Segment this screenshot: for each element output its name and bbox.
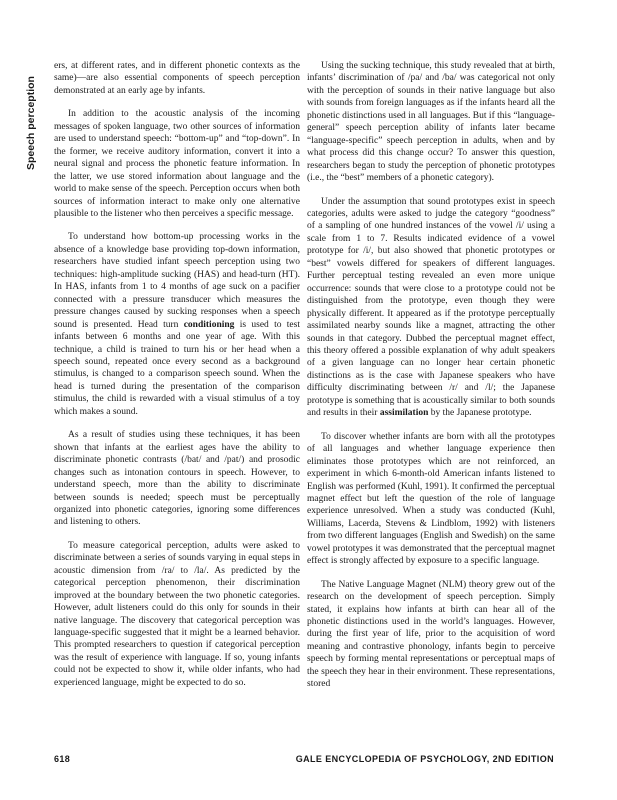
page-number: 618 xyxy=(54,754,71,764)
paragraph: In addition to the acoustic analysis of the incoming messages of spoken language, two other sources of information are used to understand speech: “bottom-up” and “top-down”. In the former, we receive auditory information, convert it into a neural signal and process the phonetic feature information. In the latter, we use stored information about language and the world to make sense of the speech. Perception occurs when both sources of information interact to make only one alternative plausible to the listener who then perceives a specific message. xyxy=(54,109,300,219)
left-text-column xyxy=(54,60,300,700)
paragraph: ers, at different rates, and in different phonetic contexts as the same)—are also essential components of speech perception demonstrated at an early age by infants. xyxy=(54,61,300,96)
paragraph: Using the sucking technique, this study revealed that at birth, infants’ discrimination of /pa/ and /ba/ was categorical not only with the perception of sounds in their native language but also with sounds from foreign languages as if the infants heard all the phonetic distinctions used in all languages. But if this “language-general” speech perception ability of infants later became “language-specific” speech perception in adults, when and by what process did this change occur? To answer this question, researchers began to study the perception of phonetic prototypes (i.e., the “best” members of a phonetic category). xyxy=(307,61,555,184)
paragraph-text: To understand how bottom-up processing works in the absence of a knowledge base providing top-down information, researchers have studied infant speech perception using two techniques: high-amplitude sucking (HAS) and head-turn (HT). In HAS, infants from 1 to 4 months of age suck on a pacifier connected with a pressure transducer which measures the pressure changes caused by sucking responses when a speech sound is presented. Head turn xyxy=(54,232,300,330)
paragraph: As a result of studies using these techniques, it has been shown that infants at the earliest ages have the ability to discriminate phonetic contrasts (/bat/ and /pat/) and prosodic changes such as intonation contours in speech. However, to understand speech, more than the ability to discriminate between sounds is needed; speech must be perceptually organized into phonetic categories, ignoring some differences and listening to others. xyxy=(54,430,300,528)
running-section-label xyxy=(22,62,44,172)
paragraph-text: Under the assumption that sound prototypes exist in speech categories, adults were asked to judge the category “goodness” of a sampling of one hundred instances of the vowel /i/ using a scale from 1 to 7. Results indicated evidence of a vowel prototype for /i/, but also showed that phonetic prototypes or “best” vowels differed for speakers of different languages. Further perceptual testing revealed an even more unique occurrence: sounds that were close to a prototype could not be distinguished from the prototype, even though they were physically different. It appeared as if the prototype perceptually assimilated nearby sounds like a magnet, attracting the other sounds in that category. Dubbed the perceptual magnet effect, this theory offered a possible explanation of why adult speakers of a given language can no longer hear certain phonetic distinctions as is the case with Japanese speakers who have difficulty discriminating between /r/ and /l/; the Japanese prototype is something that is acoustically similar to both sounds and results in their xyxy=(307,196,555,419)
glossary-term: conditioning xyxy=(183,319,235,330)
glossary-term: assimilation xyxy=(379,408,429,419)
publication-title: GALE ENCYCLOPEDIA OF PSYCHOLOGY, 2ND EDITION xyxy=(295,754,554,764)
right-text-column xyxy=(307,60,555,702)
paragraph xyxy=(307,196,555,420)
paragraph-text: is used to test infants between 6 months and one year of age. With this technique, a child is trained to turn his or her head when a speech sound, repeated once every second as a background stimulus, is changed to a comparison speech sound. When the head is turned during the presentation of the comparison stimulus, the child is rewarded with a visual stimulus of a toy which makes a sound. xyxy=(54,319,300,417)
paragraph: To measure categorical perception, adults were asked to discriminate between a series of sounds varying in equal steps in acoustic dimension from /ra/ to /la/. As predicted by the categorical perception phenomenon, their discrimination improved at the boundary between the two phonetic categories. However, adult listeners could do this only for sounds in their native language. The discovery that categorical perception was language-specific suggested that it might be a learned behavior. This prompted researchers to question if categorical perception was the result of experience with language. If so, young infants could not be expected to show it, while older infants, who had experienced language, might be expected to do so. xyxy=(54,540,300,688)
paragraph-text: by the Japanese prototype. xyxy=(428,408,532,419)
section-label-text: Speech perception xyxy=(25,76,37,170)
paragraph: To discover whether infants are born with all the prototypes of all languages and whether language experience then eliminates those prototypes which are not reinforced, an experiment in which 6-month-old American infants listened to English was performed (Kuhl, 1991). It confirmed the perceptual magnet effect but left the question of the role of language experience unresolved. When a study was conducted (Kuhl, Williams, Lacerda, Stevens & Lindblom, 1992) with listeners from two different languages (English and Swedish) on the same vowel prototypes it was demonstrated that the perceptual magnet effect is strongly affected by exposure to a specific language. xyxy=(307,431,555,567)
paragraph xyxy=(54,231,300,418)
paragraph: The Native Language Magnet (NLM) theory grew out of the research on the development of speech perception. Simply stated, it explains how infants at birth can hear all of the phonetic distinctions used in the world’s languages. However, during the first year of life, prior to the acquisition of word meaning and contrastive phonology, infants begin to perceive speech by forming mental representations or perceptual maps of the speech they hear in their environment. These representations, stored xyxy=(307,579,555,690)
